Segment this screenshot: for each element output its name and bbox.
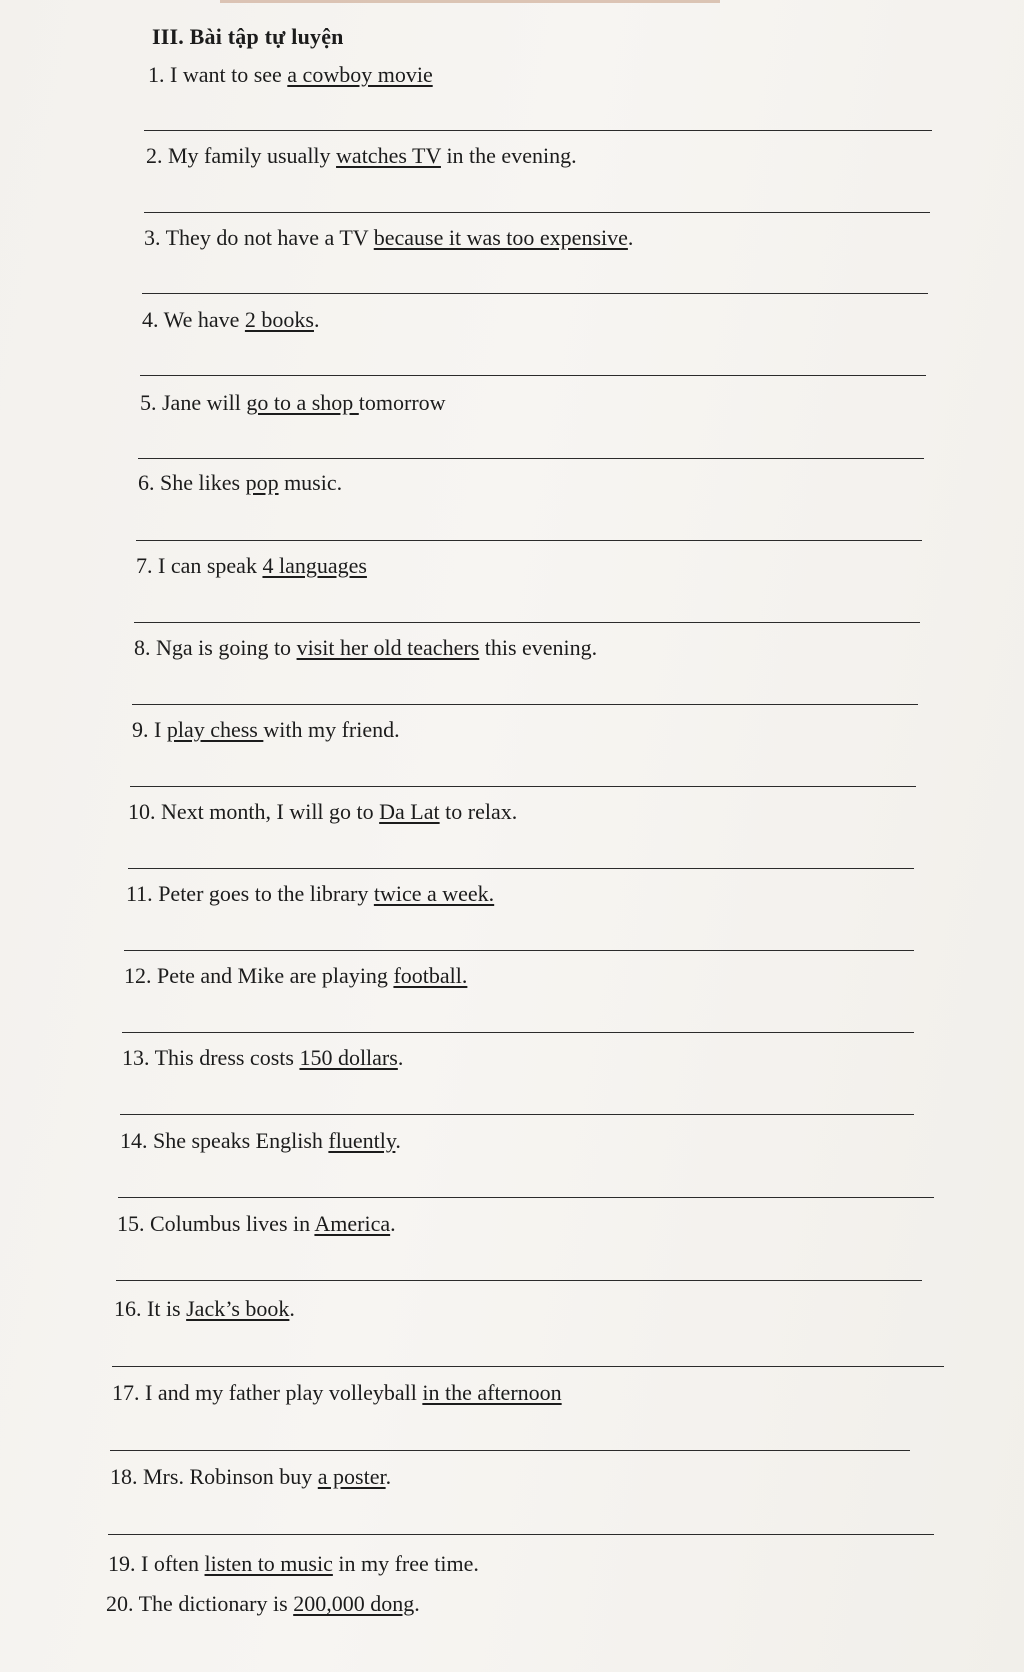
exercise-item-9: 9. I play chess with my friend. <box>132 717 400 742</box>
answer-line-12[interactable] <box>122 1032 914 1033</box>
exercise-item-5: 5. Jane will go to a shop tomorrow <box>140 390 446 415</box>
exercise-item-20: 20. The dictionary is 200,000 dong. <box>106 1591 420 1616</box>
exercise-item-14: 14. She speaks English fluently. <box>120 1128 401 1153</box>
exercise-item-2: 2. My family usually watches TV in the evening. <box>146 143 577 168</box>
answer-line-8[interactable] <box>132 704 918 705</box>
answer-line-7[interactable] <box>134 622 920 623</box>
exercise-item-8: 8. Nga is going to visit her old teachers this evening. <box>134 635 598 660</box>
answer-line-2[interactable] <box>144 212 930 213</box>
answer-line-10[interactable] <box>128 868 914 869</box>
exercise-item-19: 19. I often listen to music in my free time. <box>108 1551 479 1576</box>
exercise-item-12: 12. Pete and Mike are playing football. <box>124 963 468 988</box>
answer-line-14[interactable] <box>118 1197 934 1198</box>
answer-line-13[interactable] <box>120 1114 914 1115</box>
answer-line-18[interactable] <box>108 1534 934 1535</box>
exercise-item-3: 3. They do not have a TV because it was too expensive. <box>144 225 634 250</box>
answer-line-4[interactable] <box>140 375 926 376</box>
answer-line-15[interactable] <box>116 1280 922 1281</box>
answer-line-16[interactable] <box>112 1366 944 1367</box>
answer-line-3[interactable] <box>142 293 928 294</box>
section-heading: III. Bài tập tự luyện <box>152 24 344 49</box>
answer-line-11[interactable] <box>124 950 914 951</box>
exercise-item-16: 16. It is Jack’s book. <box>114 1296 295 1321</box>
exercise-item-7: 7. I can speak 4 languages <box>136 553 367 578</box>
exercise-item-17: 17. I and my father play volleyball in the afternoon <box>112 1380 562 1405</box>
exercise-item-13: 13. This dress costs 150 dollars. <box>122 1045 404 1070</box>
exercise-item-10: 10. Next month, I will go to Da Lat to relax. <box>128 799 518 824</box>
exercise-item-18: 18. Mrs. Robinson buy a poster. <box>110 1464 392 1489</box>
exercise-item-6: 6. She likes pop music. <box>138 470 343 495</box>
exercise-item-1: 1. I want to see a cowboy movie <box>148 62 433 87</box>
answer-line-1[interactable] <box>144 130 932 131</box>
answer-line-5[interactable] <box>138 458 924 459</box>
answer-line-6[interactable] <box>136 540 922 541</box>
exercise-item-15: 15. Columbus lives in America. <box>117 1211 396 1236</box>
exercise-item-11: 11. Peter goes to the library twice a week. <box>126 881 495 906</box>
answer-line-17[interactable] <box>110 1450 910 1451</box>
page-edge-mark <box>220 0 720 3</box>
exercise-item-4: 4. We have 2 books. <box>142 307 320 332</box>
answer-line-9[interactable] <box>130 786 916 787</box>
